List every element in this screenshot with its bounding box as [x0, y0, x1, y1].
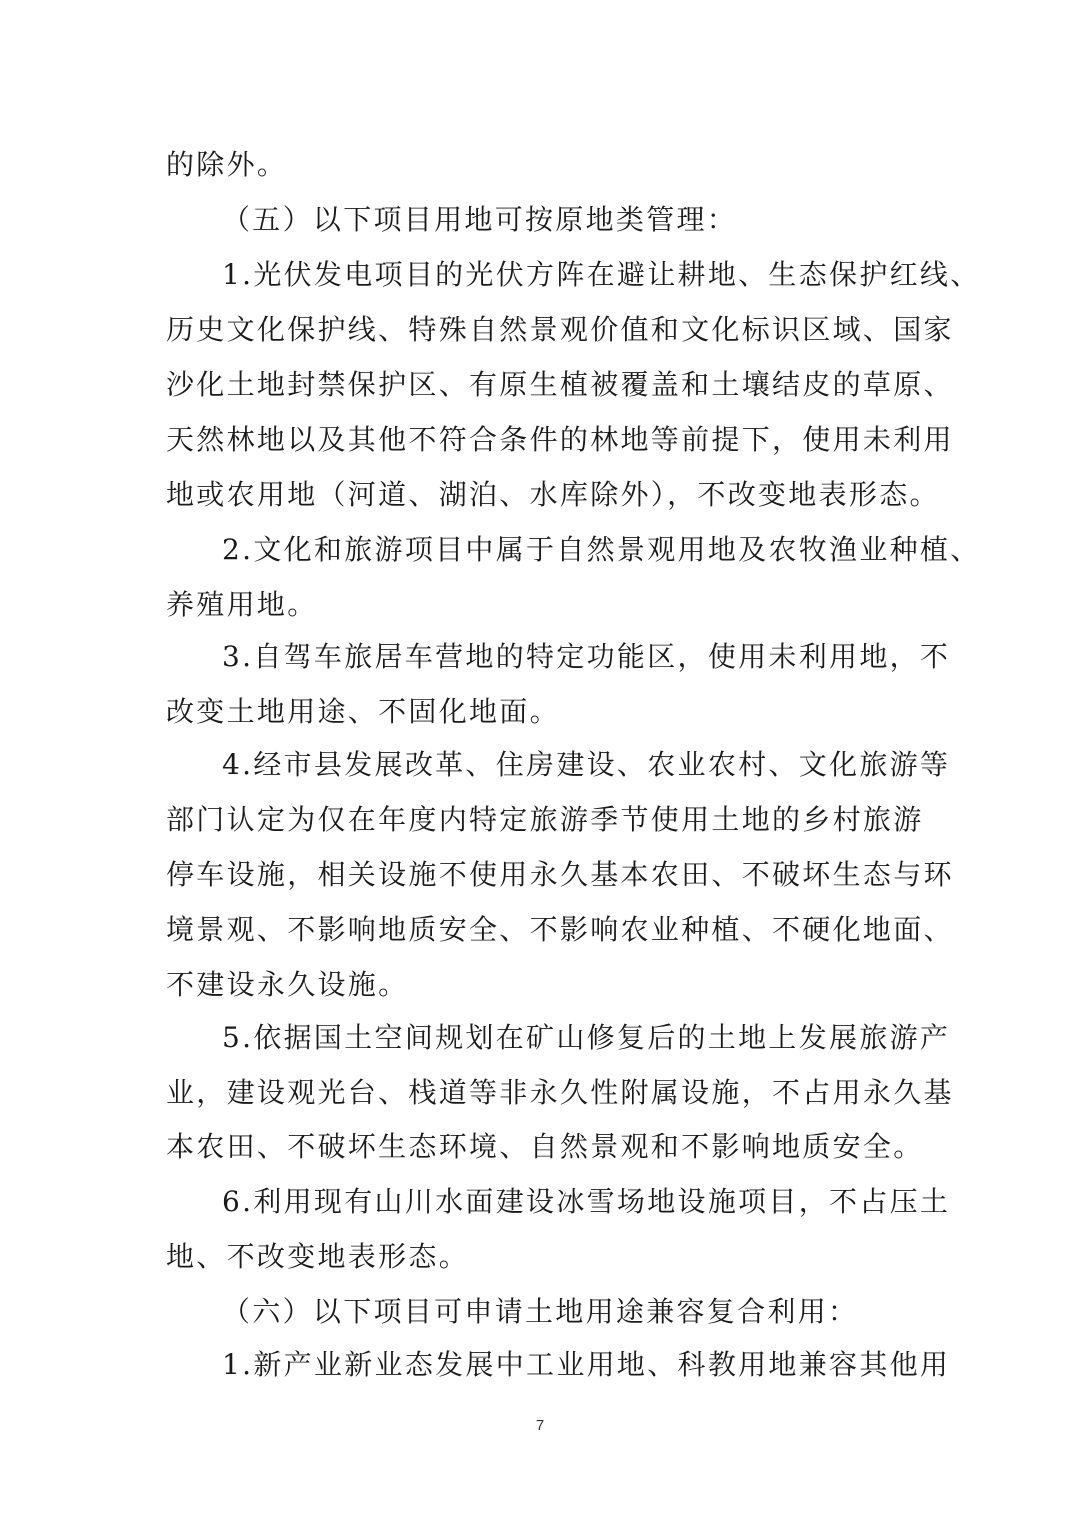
text-line: 改变土地用途、不固化地面。 [166, 695, 560, 728]
text-line: 境景观、不影响地质安全、不影响农业种植、不硬化地面、 [166, 913, 954, 946]
text-line: 部门认定为仅在年度内特定旅游季节使用土地的乡村旅游 [166, 803, 924, 836]
section-heading-6: （六）以下项目可申请土地用途兼容复合利用： [222, 1295, 859, 1328]
section-heading-5: （五）以下项目用地可按原地类管理： [222, 203, 738, 236]
text-line: 4.经市县发展改革、住房建设、农业农村、文化旅游等 [222, 748, 951, 781]
text-line: 沙化土地封禁保护区、有原生植被覆盖和土壤结皮的草原、 [166, 368, 954, 401]
text-line: 地、不改变地表形态。 [166, 1240, 470, 1273]
text-line: 2.文化和旅游项目中属于自然景观用地及农牧渔业种植、 [222, 533, 981, 566]
text-line: 5.依据国土空间规划在矿山修复后的土地上发展旅游产 [222, 1021, 951, 1054]
text-line: 养殖用地。 [166, 588, 318, 621]
text-line: 停车设施，相关设施不使用永久基本农田、不破坏生态与环 [166, 858, 954, 891]
text-line: 历史文化保护线、特殊自然景观价值和文化标识区域、国家 [166, 313, 954, 346]
text-line: 1.光伏发电项目的光伏方阵在避让耕地、生态保护红线、 [222, 258, 981, 291]
text-line: 本农田、不破坏生态环境、自然景观和不影响地质安全。 [166, 1130, 924, 1163]
text-line: 天然林地以及其他不符合条件的林地等前提下，使用未利用 [166, 423, 954, 456]
text-line: 地或农用地（河道、湖泊、水库除外），不改变地表形态。 [166, 478, 940, 511]
text-line: 1.新产业新业态发展中工业用地、科教用地兼容其他用 [222, 1348, 951, 1381]
text-line: 的除外。 [166, 148, 288, 181]
text-line: 6.利用现有山川水面建设冰雪场地设施项目，不占压土 [222, 1185, 951, 1218]
page-number: 7 [535, 1417, 545, 1434]
text-line: 业，建设观光台、栈道等非永久性附属设施，不占用永久基 [166, 1076, 954, 1109]
text-line: 不建设永久设施。 [166, 968, 409, 1001]
text-line: 3.自驾车旅居车营地的特定功能区，使用未利用地，不 [222, 640, 951, 673]
